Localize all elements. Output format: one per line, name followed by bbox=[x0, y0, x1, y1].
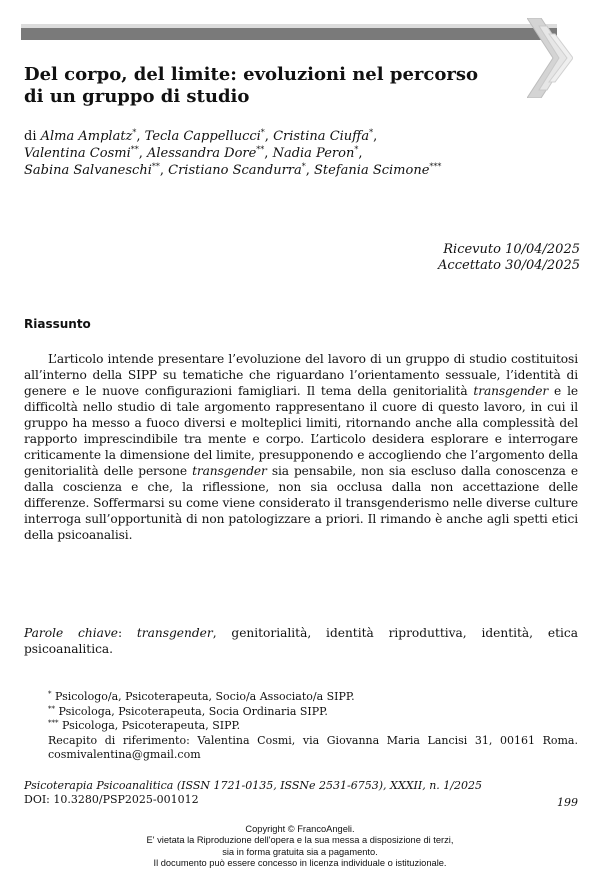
abstract-text bbox=[24, 351, 578, 543]
author-name: Alessandra Dore bbox=[147, 146, 257, 161]
author-mark: * bbox=[354, 145, 359, 154]
keywords: Parole chiave: transgender, genitorialità, identità riproduttiva, identità, etica psicoanalitica. bbox=[24, 626, 578, 656]
author-mark: ** bbox=[256, 145, 265, 154]
journal-citation: Psicoterapia Psicoanalitica (ISSN 1721-0135, ISSNe 2531-6753), XXXII, n. 1/2025 bbox=[24, 779, 482, 792]
author-name: Cristina Ciuffa bbox=[273, 129, 370, 144]
author-sep: , bbox=[305, 163, 315, 178]
doi: DOI: 10.3280/PSP2025-001012 bbox=[24, 793, 199, 806]
abstract-heading: Riassunto bbox=[24, 317, 91, 331]
abstract-part: sia pensabile, non sia escluso dalla conoscenza e dalla coscienza e che, la riflessione, non sia occlusa dalla non accettazione delle differenze. Soffermarsi su come viene considerato il transgenderismo nelle diverse culture interroga sull’opportunità di non patologizzare a priori. Il rimando è anche agli spetti etici della psicoanalisi. bbox=[24, 464, 578, 542]
author-sep: , bbox=[264, 129, 274, 144]
footnote-text: Psicologa, Psicoterapeuta, SIPP. bbox=[62, 719, 241, 732]
author-sep: , bbox=[159, 163, 169, 178]
title-line-2: di un gruppo di studio bbox=[24, 86, 250, 107]
keywords-label: Parole chiave bbox=[24, 626, 118, 640]
author-sep: , bbox=[358, 146, 363, 161]
page-number: 199 bbox=[557, 796, 578, 809]
footnote-mark: * bbox=[48, 690, 52, 698]
title-line-1: Del corpo, del limite: evoluzioni nel percorso bbox=[24, 64, 478, 85]
journal-info bbox=[24, 779, 578, 807]
author-sep: , bbox=[373, 129, 378, 144]
received-date: Ricevuto 10/04/2025 bbox=[443, 242, 580, 257]
abstract-emphasis: transgender bbox=[473, 384, 549, 398]
author-name: Tecla Cappellucci bbox=[144, 129, 261, 144]
author-mark: ** bbox=[151, 162, 160, 171]
copyright-notice bbox=[0, 824, 600, 870]
author-mark: * bbox=[369, 128, 374, 137]
footnote-text: Psicologa, Psicoterapeuta, Socia Ordinaria SIPP. bbox=[58, 704, 328, 718]
abstract-emphasis: transgender bbox=[192, 464, 267, 478]
keywords-list: , genitorialità, identità riproduttiva, identità, etica psicoanalitica. bbox=[24, 626, 578, 656]
author-mark: *** bbox=[429, 162, 442, 171]
author-mark: * bbox=[301, 162, 306, 171]
author-name: Alma Amplatz bbox=[40, 129, 133, 144]
footnote-1 bbox=[24, 690, 578, 705]
abstract-part: L’articolo intende presentare l’evoluzione del lavoro di un gruppo di studio costituitosi all’interno della SIPP su tematiche che riguardano l’orientamento sessuale, l’identità di genere e le nuove configurazioni famigliari. Il tema della genitorialità bbox=[24, 352, 578, 398]
author-mark: ** bbox=[130, 145, 139, 154]
author-name: Valentina Cosmi bbox=[24, 146, 131, 161]
keywords-emphasis: transgender bbox=[136, 626, 213, 640]
authors-prefix: di bbox=[24, 129, 37, 144]
footnote-3 bbox=[24, 719, 578, 734]
abstract-part: e le difficoltà nello studio di tale argomento rappresentano il cuore di questo lavoro, in cui il gruppo ha messo a fuoco diversi e molteplici limiti, ritornando anche alla complessità del rapporto imprescindibile tra mente e corpo. L’articolo desidera esplorare e interrogare criticamente la dimensione del limite, presupponendo e accogliendo che l’argomento della genitorialità delle persone bbox=[24, 384, 578, 478]
article-title bbox=[24, 64, 504, 108]
copyright-line: sia in forma gratuita sia a pagamento. bbox=[222, 846, 378, 857]
copyright-line: Il documento può essere concesso in licenza individuale o istituzionale. bbox=[153, 858, 447, 869]
header-bar bbox=[21, 28, 557, 40]
footnote-mark: ** bbox=[48, 704, 55, 713]
author-list bbox=[24, 128, 584, 179]
author-sep: , bbox=[136, 129, 145, 144]
author-name: Cristiano Scandurra bbox=[168, 163, 302, 178]
author-name: Sabina Salvaneschi bbox=[24, 163, 152, 178]
submission-dates bbox=[438, 242, 580, 274]
copyright-line: Copyright © FrancoAngeli. bbox=[245, 824, 355, 834]
footnotes bbox=[24, 690, 578, 763]
contact-address: Recapito di riferimento: Valentina Cosmi, via Giovanna Maria Lancisi 31, 00161 Roma. cosmivalentina@gmail.com bbox=[48, 733, 578, 761]
chevron-decoration-icon bbox=[527, 18, 573, 98]
footnote-2 bbox=[24, 705, 578, 720]
author-sep: , bbox=[264, 146, 273, 161]
copyright-line: E' vietata la Riproduzione dell'opera e la sua messa a disposizione di terzi, bbox=[146, 835, 454, 846]
author-mark: * bbox=[132, 128, 137, 137]
footnote-mark: *** bbox=[48, 719, 59, 727]
accepted-date: Accettato 30/04/2025 bbox=[438, 258, 580, 273]
author-mark: * bbox=[260, 128, 265, 137]
author-name: Nadia Peron bbox=[272, 146, 355, 161]
footnote-text: Psicologo/a, Psicoterapeuta, Socio/a Associato/a SIPP. bbox=[55, 690, 355, 703]
author-sep: , bbox=[138, 146, 148, 161]
author-name: Stefania Scimone bbox=[314, 163, 430, 178]
